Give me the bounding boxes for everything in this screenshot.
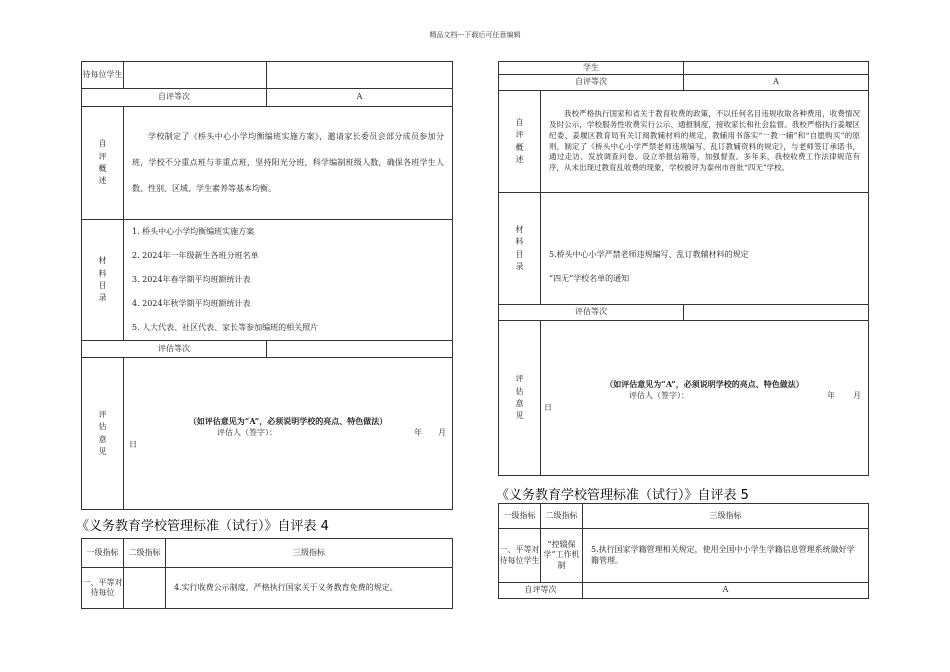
day-label: 日: [129, 440, 137, 450]
col-header-level3: 三级指标: [166, 539, 453, 568]
assess-label: 评估等次: [499, 305, 684, 321]
level1-cell: 一、平等对待每位: [82, 568, 124, 609]
list-item: 3. 2024年春学期平均班额统计表: [132, 275, 251, 284]
table5: [498, 503, 869, 599]
opinion-note: （如评估意见为“A”，必须说明学校的亮点、特色做法）: [605, 379, 804, 389]
self-eval-value: A: [684, 75, 869, 91]
year-label: 年: [827, 391, 835, 401]
page-header: 精品文档---下载后可任意编辑: [429, 31, 521, 39]
assess-label: 评估等次: [82, 341, 267, 358]
month-label: 月: [853, 391, 861, 401]
level2-cell: [124, 568, 166, 609]
list-item: 5.桥头中心小学严禁老师违规编写、乱订教辅材料的规定: [549, 250, 749, 259]
list-item: “四无”学校名单的通知: [549, 274, 630, 283]
day-label: 日: [544, 403, 552, 413]
self-eval-value: A: [583, 583, 869, 599]
student-label-cell: 学生: [499, 62, 684, 75]
list-item: 1. 桥头中心小学均衡编班实施方案: [132, 227, 255, 236]
student-empty-cell: [124, 62, 267, 89]
col-header-level2: 二级指标: [541, 504, 583, 529]
right-eval-table: [498, 61, 869, 476]
self-eval-label: 自评等次: [499, 583, 583, 599]
overview-label: 自评概述: [82, 107, 124, 220]
assess-value: [267, 341, 453, 358]
signer-label: 评估人（签字）：: [629, 391, 689, 401]
opinion-cell: [541, 321, 869, 476]
student-empty-cell: [684, 62, 869, 75]
list-item: 5. 人大代表、社区代表、家长等参加编班的相关照片: [132, 323, 319, 332]
overview-label: 自评概述: [499, 91, 541, 193]
student-label-cell: 待每位学生: [82, 62, 124, 89]
table4-title: 《义务教育学校管理标准（试行）》自评表 4: [76, 519, 329, 534]
overview-text: 学校制定了《桥头中心小学均衡编班实施方案》，邀请家长委员会部分成员参加分班，学校不分重点班与非重点班，坚持阳光分班，科学编制班级人数，确保各班学生人数、性别、区域、学生素养等基本均衡。: [124, 107, 453, 220]
self-eval-value: A: [267, 89, 453, 107]
self-eval-label: 自评等次: [499, 75, 684, 91]
assess-value: [684, 305, 869, 321]
opinion-label: 评估意见: [499, 321, 541, 476]
materials-list: [541, 193, 869, 305]
level1-cell: 一、平等对待每位学生: [499, 529, 541, 583]
col-header-level3: 三级指标: [583, 504, 869, 529]
table5-title: 《义务教育学校管理标准（试行）》自评表 5: [496, 488, 749, 503]
self-eval-label: 自评等次: [82, 89, 267, 107]
level2-cell: “控辍保学”工作机制: [541, 529, 583, 583]
list-item: 4. 2024年秋学期平均班额统计表: [132, 299, 251, 308]
month-label: 月: [438, 428, 446, 438]
level3-cell: 4.实行收费公示制度，严格执行国家关于义务教育免费的规定。: [166, 568, 453, 609]
left-eval-table: [81, 61, 453, 510]
year-label: 年: [414, 428, 422, 438]
opinion-cell: [124, 358, 453, 510]
table4: [81, 538, 453, 609]
overview-text: 我校严格执行国家和省关于教育收费的政策，不以任何名目违规收取各种费用，收费情况及时公示，学校服务性收费实行公示、通报制度，接收家长和社会监督。我校严格执行姜堰区纪委、姜堰区教育局有关订阅教辅材料的规定，教辅用书落实“一教一辅”和“自愿购买”的原则，制定了《桥头中心小学严禁老师违规编写、乱订教辅资料的规定》，与老师签订承诺书，通过走访、发放调查问卷、设立举报信箱等，加强督查。多年来，我校收费工作法律规范有序，从未出现过教育乱收费的现象，学校被评为泰州市首批“四无”学校。: [541, 91, 869, 193]
materials-label: 材料目录: [499, 193, 541, 305]
signer-label: 评估人（签字）：: [217, 428, 277, 438]
student-empty-cell: [267, 62, 453, 89]
opinion-note: （如评估意见为“A”，必须说明学校的亮点、特色做法）: [188, 416, 388, 426]
opinion-label: 评估意见: [82, 358, 124, 510]
level3-cell: 5.执行国家学籍管理相关规定，使用全国中小学生学籍信息管理系统做好学籍管理。: [583, 529, 869, 583]
materials-list: [124, 220, 453, 341]
col-header-level2: 二级指标: [124, 539, 166, 568]
materials-label: 材料目录: [82, 220, 124, 341]
list-item: 2. 2024年一年级新生各班分班名单: [132, 251, 259, 260]
col-header-level1: 一级指标: [499, 504, 541, 529]
col-header-level1: 一级指标: [82, 539, 124, 568]
